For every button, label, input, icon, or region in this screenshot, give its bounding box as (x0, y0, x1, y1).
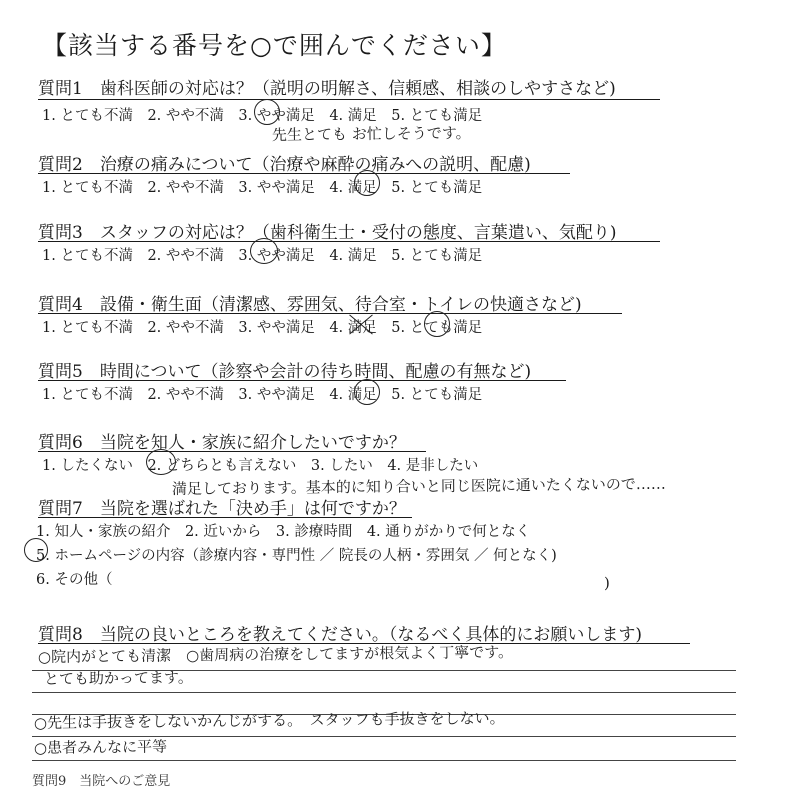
question-5-underline (38, 380, 566, 381)
question-7-options-line1[interactable]: 1. 知人・家族の紹介 2. 近いから 3. 診療時間 4. 通りがかりで何となく (36, 524, 531, 540)
question-4-underline (38, 313, 622, 314)
question-5-options[interactable]: 1. とても不満 2. やや不満 3. やや満足 4. 満足 5. とても満足 (42, 387, 483, 403)
question-5-heading: 質問5 時間について（診察や会計の待ち時間、配慮の有無など) (38, 362, 532, 382)
question-8-answer-line-5: ○患者みんなに平等 (33, 737, 168, 757)
q7-answer-circle (24, 538, 48, 562)
question-2-options[interactable]: 1. とても不満 2. やや不満 3. やや満足 4. 満足 5. とても満足 (42, 180, 483, 196)
question-7-options-line2[interactable]: 5. ホームページの内容（診療内容・専門性 ／ 院長の人柄・雰囲気 ／ 何となく) (36, 548, 557, 564)
question-7-heading: 質問7 当院を選ばれた「決め手」は何ですか？ (38, 499, 406, 519)
question-3-heading: 質問3 スタッフの対応は？（歯科衛生士・受付の態度、言葉遣い、気配り) (38, 223, 617, 243)
q1-answer-circle (254, 99, 280, 125)
question-4-heading: 質問4 設備・衛生面（清潔感、雰囲気、待合室・トイレの快適さなど) (38, 295, 582, 315)
question-2-underline (38, 173, 570, 174)
question-3-options[interactable]: 1. とても不満 2. やや不満 3. やや満足 4. 満足 5. とても満足 (42, 248, 483, 264)
question-3-underline (38, 241, 660, 242)
answer-rule-5 (32, 760, 736, 761)
question-1-options[interactable]: 1. とても不満 2. やや不満 3. やや満足 4. 満足 5. とても満足 (42, 108, 483, 124)
question-6-heading: 質問6 当院を知人・家族に紹介したいですか？ (38, 433, 406, 453)
question-7-options-line3[interactable]: 6. その他（ (36, 572, 113, 588)
q4-answer-circle (424, 311, 450, 337)
question-7-underline (38, 517, 412, 518)
question-8-answer-line-4: ○先生は手抜きをしないかんじがする。 スタッフも手抜きをしない。 (33, 709, 505, 732)
answer-rule-2 (32, 692, 736, 693)
question-6-options[interactable]: 1. したくない 2. どちらとも言えない 3. したい 4. 是非したい (42, 458, 479, 474)
question-2-heading: 質問2 治療の痛みについて（治療や麻酔の痛みへの説明、配慮) (38, 155, 531, 175)
question-6-underline (38, 451, 426, 452)
question-9-partial-heading: 質問9 当院へのご意見 (32, 774, 171, 789)
question-1-underline (38, 99, 660, 100)
question-1-heading: 質問1 歯科医師の対応は？（説明の明解さ、信頼感、相談のしやすさなど) (38, 79, 616, 99)
q5-answer-circle (354, 379, 380, 405)
question-6-comment: 満足しております。基本的に知り合いと同じ医院に通いたくないので…… (171, 474, 666, 498)
question-8-heading: 質問8 当院の良いところを教えてください。（なるべく具体的にお願いします) (38, 625, 642, 645)
question-8-answer-line-1: ○院内がとても清潔 ○歯周病の治療をしてますが根気よく丁寧です。 (37, 643, 514, 666)
question-8-answer-line-2: とても助かってます。 (43, 668, 193, 688)
survey-title: 【該当する番号を○で囲んでください】 (42, 31, 507, 60)
question-1-comment: 先生とても お忙しそうです。 (271, 123, 471, 144)
question-7-other-close-paren: ) (604, 574, 610, 592)
q2-answer-circle (354, 170, 380, 196)
q3-answer-circle (250, 238, 278, 264)
q6-answer-circle (146, 449, 176, 475)
question-4-options[interactable]: 1. とても不満 2. やや不満 3. やや満足 4. 満足 5. とても満足 (42, 320, 483, 336)
